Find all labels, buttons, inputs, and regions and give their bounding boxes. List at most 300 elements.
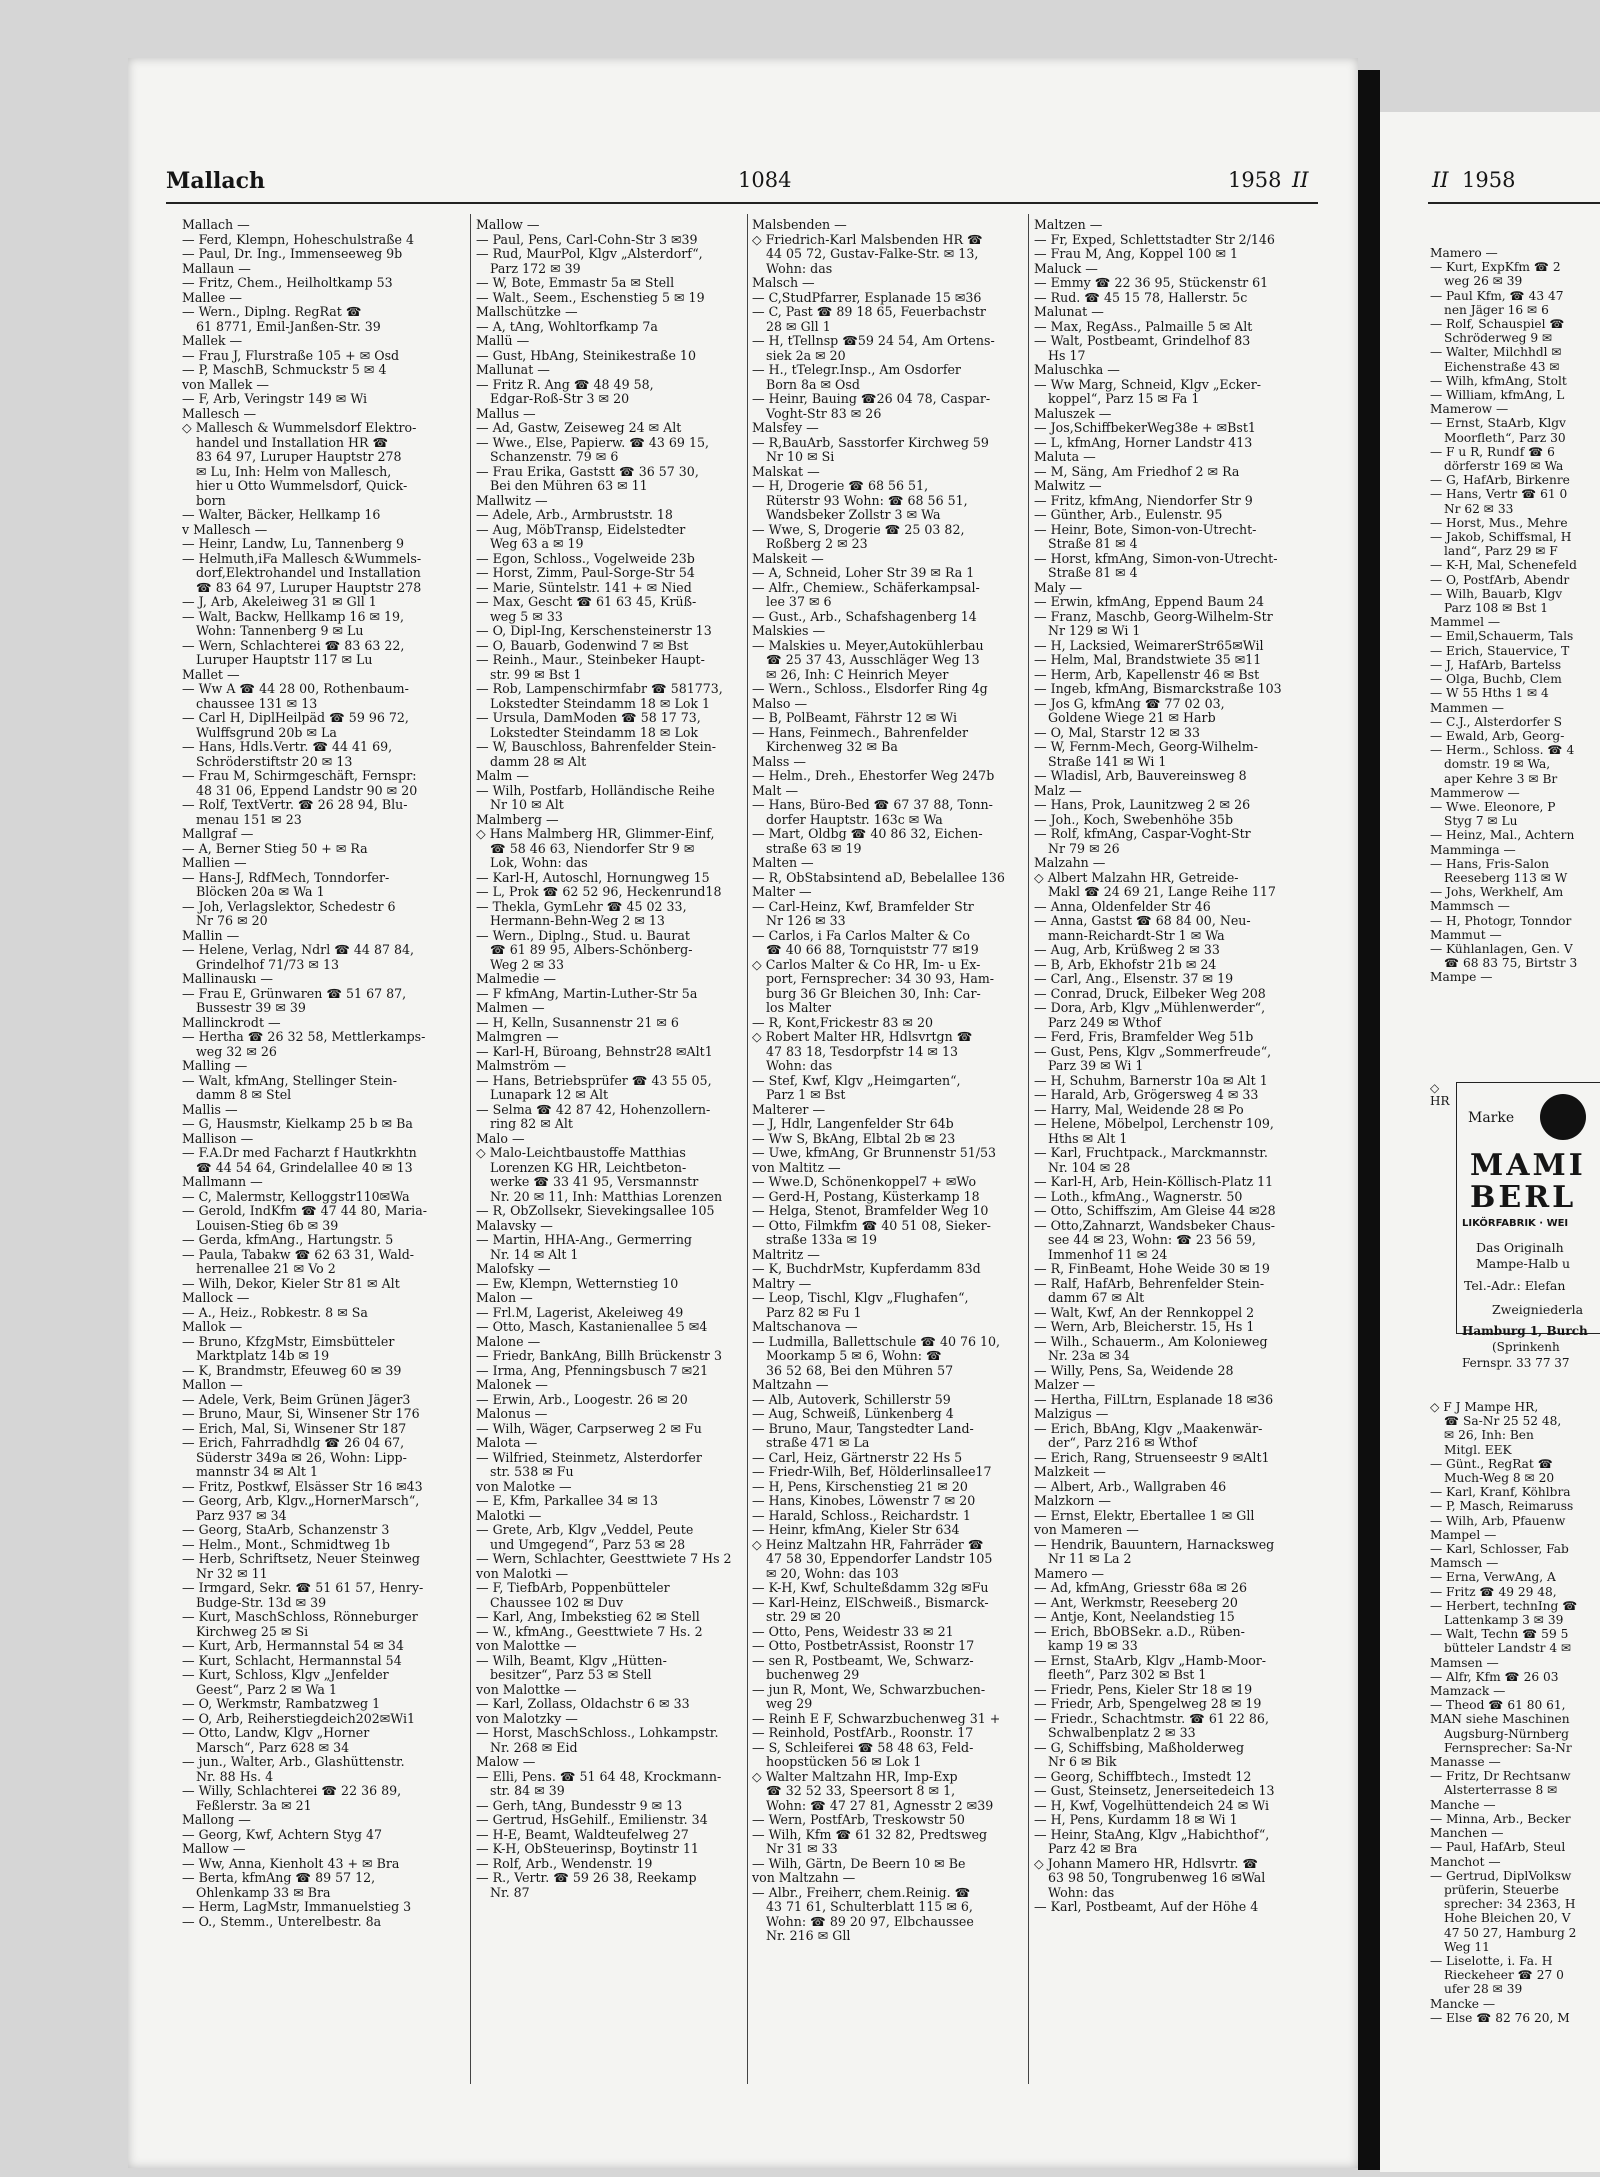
directory-entry: — Walt., Seem., Eschenstieg 5 ✉ 19 — [476, 290, 705, 305]
directory-entry: — K, Brandmstr, Efeuweg 60 ✉ 39 — [182, 1363, 402, 1378]
column-divider — [747, 214, 748, 2084]
directory-entry: — C.J., Alsterdorfer S — [1430, 714, 1563, 729]
directory-entry: — Ww Marg, Schneid, Klgv „Ecker- — [1034, 377, 1262, 392]
directory-entry: — Ww A ☎ 44 28 00, Rothenbaum- — [182, 682, 409, 696]
surname-heading: Mancke — — [1430, 1996, 1496, 2011]
directory-entry: Lunapark 12 ✉ Alt — [490, 1088, 609, 1102]
directory-entry: — Hertha, FilLtrn, Esplanade 18 ✉36 — [1034, 1392, 1274, 1407]
directory-entry: Nr 79 ✉ 26 — [1048, 841, 1120, 856]
directory-entry: — O, PostfArb, Abendr — [1430, 572, 1570, 587]
directory-entry: Goldene Wiege 21 ✉ Harb — [1048, 711, 1216, 725]
directory-entry: — Frau M, Schirmgeschäft, Fernspr: — [182, 769, 417, 783]
directory-entry: — Paul, HafArb, Steul — [1430, 1840, 1566, 1855]
directory-entry: 36 52 68, Bei den Mühren 57 — [766, 1363, 954, 1378]
directory-entry: — Herbert, technIng ☎ — [1430, 1598, 1578, 1613]
directory-entry: — Wern., Diplng., Stud. u. Baurat — [476, 928, 690, 943]
directory-entry: — Rolf, TextVertr. ☎ 26 28 94, Blu- — [182, 798, 408, 812]
directory-entry: Wohn: ☎ 47 27 81, Agnesstr 2 ✉39 — [766, 1798, 994, 1813]
surname-heading: Malss — — [752, 754, 806, 769]
directory-entry: prüferin, Steuerbe — [1444, 1882, 1559, 1897]
surname-heading: Maluszek — — [1034, 406, 1112, 421]
directory-entry: — H, Kelln, Susannenstr 21 ✉ 6 — [476, 1015, 679, 1030]
directory-entry: — Albert, Arb., Wallgraben 46 — [1034, 1479, 1227, 1494]
directory-entry: — Ludmilla, Ballettschule ☎ 40 76 10, — [752, 1334, 1001, 1349]
directory-entry: — Herm., Schloss. ☎ 4 — [1430, 743, 1575, 758]
directory-entry: Weg 11 — [1444, 1939, 1490, 1954]
directory-entry: — F u R, Rundf ☎ 6 — [1430, 444, 1555, 459]
directory-entry: — O, Werkmstr, Rambatzweg 1 — [182, 1697, 381, 1711]
directory-entry: — Walt, Backw, Hellkamp 16 ✉ 19, — [182, 609, 405, 624]
surname-heading: Mallek — — [182, 334, 243, 348]
directory-entry: Edgar-Roß-Str 3 ✉ 20 — [490, 392, 630, 406]
directory-entry: Nr. 14 ✉ Alt 1 — [490, 1247, 579, 1262]
directory-entry: Lokstedter Steindamm 18 ✉ Lok — [490, 725, 699, 740]
directory-entry: — Fritz, Chem., Heilholtkamp 53 — [182, 276, 393, 290]
directory-entry: — Otto, Masch, Kastanienallee 5 ✉4 — [476, 1320, 708, 1334]
surname-heading: von Malottke — — [476, 1682, 577, 1697]
directory-entry: — R, ObZollsekr, Sievekingsallee 105 — [476, 1204, 715, 1218]
directory-entry: — Antje, Kont, Neelandstieg 15 — [1034, 1610, 1235, 1624]
directory-entry: — Stef, Kwf, Klgv „Heimgarten“, — [752, 1073, 961, 1088]
directory-entry: — Wern, Schlachterei ☎ 83 63 22, — [182, 638, 405, 653]
directory-entry: Roßberg 2 ✉ 23 — [766, 537, 868, 551]
directory-entry: Nr. 88 Hs. 4 — [196, 1769, 274, 1784]
directory-entry: ☎ 32 52 33, Speersort 8 ✉ 1, — [766, 1784, 956, 1798]
directory-entry: — Reinhold, PostfArb., Roonstr. 17 — [752, 1726, 974, 1740]
directory-entry: — Hans, Fris-Salon — [1430, 856, 1550, 871]
directory-entry: — Elli, Pens. ☎ 51 64 48, Krockmann- — [476, 1769, 722, 1784]
directory-entry: — Karl, Zollass, Oldachstr 6 ✉ 33 — [476, 1697, 690, 1711]
directory-entry: — Erich, BbOBSekr. a.D., Rüben- — [1034, 1624, 1245, 1639]
directory-entry: — B, PolBeamt, Fährstr 12 ✉ Wi — [752, 711, 958, 725]
directory-entry: straße 63 ✉ 19 — [766, 841, 862, 856]
surname-heading: Malling — — [182, 1059, 248, 1073]
directory-entry: — Hans, Feinmech., Bahrenfelder — [752, 725, 969, 740]
surname-heading: Maltzahn — — [752, 1378, 829, 1392]
directory-entry: — Erna, VerwAng, A — [1430, 1570, 1556, 1585]
directory-entry: ☎ 83 64 97, Luruper Hauptstr 278 — [196, 580, 422, 595]
directory-column-3 — [752, 218, 1024, 1944]
directory-entry: — H, Schuhm, Barnerstr 10a ✉ Alt 1 — [1034, 1073, 1268, 1088]
surname-heading: Mallok — — [182, 1320, 243, 1334]
directory-entry: — Helga, Stenot, Bramfelder Weg 10 — [752, 1204, 989, 1218]
directory-entry: — Erich, BbAng, Klgv „Maakenwär- — [1034, 1421, 1263, 1436]
surname-heading: Mamzack — — [1430, 1684, 1506, 1699]
directory-entry: — Wilh, Wäger, Carpserweg 2 ✉ Fu — [476, 1421, 702, 1436]
advert-tel: Tel.-Adr.: Elefan — [1464, 1278, 1566, 1293]
surname-heading: Mampel — — [1430, 1527, 1497, 1542]
directory-entry: — Anna, Oldenfelder Str 46 — [1034, 899, 1211, 914]
directory-entry: — Albr., Freiherr, chem.Reinig. ☎ — [752, 1885, 971, 1900]
directory-entry: — Leop, Tischl, Klgv „Flughafen“, — [752, 1291, 969, 1305]
directory-entry: — Kurt, Schlacht, Hermannstal 54 — [182, 1653, 402, 1668]
directory-entry: — Carl-Heinz, Kwf, Bramfelder Str — [752, 899, 974, 914]
directory-entry: — F.A.Dr med Facharzt f Hautkrkhtn — [182, 1146, 417, 1160]
directory-entry: — Wwe. Eleonore, P — [1430, 799, 1556, 814]
directory-entry: — G, Hausmstr, Kielkamp 25 b ✉ Ba — [182, 1117, 413, 1131]
surname-heading: Maluta — — [1034, 450, 1096, 464]
directory-entry: — Horst, kfmAng, Simon-von-Utrecht- — [1034, 551, 1278, 566]
surname-heading: Malmen — — [476, 1001, 545, 1015]
directory-entry: Nr. 104 ✉ 28 — [1048, 1160, 1131, 1175]
directory-entry: Luruper Hauptstr 117 ✉ Lu — [196, 653, 373, 667]
directory-column-5 — [1430, 246, 1600, 985]
directory-entry: — H., tTelegr.Insp., Am Osdorfer — [752, 363, 961, 377]
directory-entry: — Hans, Büro-Bed ☎ 67 37 88, Tonn- — [752, 798, 993, 812]
directory-entry: — Adele, Arb., Armbruststr. 18 — [476, 508, 673, 522]
surname-heading: Malonek — — [476, 1378, 548, 1392]
advert-brand-small: Marke — [1468, 1110, 1515, 1126]
directory-entry: Makl ☎ 24 69 21, Lange Reihe 117 — [1048, 885, 1276, 899]
directory-entry: dorfer Hauptstr. 163c ✉ Wa — [766, 812, 943, 827]
directory-entry: — K-H, Mal, Schenefeld — [1430, 558, 1577, 573]
directory-entry: — Karl-H, Arb, Hein-Köllisch-Platz 11 — [1034, 1175, 1274, 1189]
surname-heading: Mallü — — [476, 334, 530, 348]
directory-entry: — Jos G, kfmAng ☎ 77 02 03, — [1034, 696, 1225, 711]
directory-entry: bütteler Landstr 4 ✉ — [1444, 1641, 1572, 1656]
directory-entry: — Walter, Milchhdl ✉ — [1430, 345, 1562, 360]
directory-entry: dorf,Elektrohandel und Installation — [196, 566, 421, 580]
directory-entry: Mitgl. EEK — [1444, 1442, 1512, 1457]
directory-entry: — H, Lacksied, WeimarerStr65✉Wil — [1034, 638, 1264, 653]
directory-entry: — Hans, Hdls.Vertr. ☎ 44 41 69, — [182, 740, 393, 754]
directory-entry: — J, HafArb, Bartelss — [1430, 657, 1562, 672]
surname-heading: Malzahn — — [1034, 856, 1106, 870]
directory-entry: Blöcken 20a ✉ Wa 1 — [196, 885, 325, 899]
surname-heading: Mammel — — [1430, 615, 1501, 630]
directory-entry: Fernsprecher: Sa-Nr — [1444, 1740, 1572, 1755]
surname-heading: Maltzen — — [1034, 218, 1103, 232]
directory-entry: Nr 62 ✉ 33 — [1444, 501, 1514, 516]
surname-heading: Mallinauskı — — [182, 972, 273, 986]
directory-entry: buchenweg 29 — [766, 1668, 860, 1682]
directory-entry: — Rud. ☎ 45 15 78, Hallerstr. 5c — [1034, 290, 1248, 305]
directory-entry: Nr 10 ✉ Alt — [490, 798, 564, 812]
directory-entry: — Horst, Mus., Mehre — [1430, 515, 1568, 530]
directory-entry: Nr. 23a ✉ 34 — [1048, 1349, 1130, 1363]
directory-entry: siek 2a ✉ 20 — [766, 348, 846, 363]
directory-entry: burg 36 Gr Bleichen 30, Inh: Car- — [766, 986, 981, 1001]
directory-entry: — H, tTellnsp ☎59 24 54, Am Ortens- — [752, 334, 995, 348]
directory-entry: weg 29 — [766, 1697, 813, 1711]
directory-entry: ✉ 26, Inh: Ben — [1444, 1428, 1534, 1443]
directory-entry: — Franz, Maschb, Georg-Wilhelm-Str — [1034, 609, 1273, 624]
surname-heading: Mammut — — [1430, 927, 1502, 942]
directory-entry: — O, Mal, Starstr 12 ✉ 33 — [1034, 725, 1200, 740]
directory-entry: — Hans-J, RdfMech, Tonndorfer- — [182, 870, 390, 885]
surname-heading: Malmström — — [476, 1059, 567, 1073]
directory-entry: — Joh., Koch, Swebenhöhe 35b — [1034, 812, 1234, 827]
directory-entry: weg 5 ✉ 33 — [490, 609, 563, 624]
directory-entry: — H, Photogr, Tonndor — [1430, 913, 1572, 928]
directory-entry: chaussee 131 ✉ 13 — [196, 696, 318, 711]
surname-heading: Malter — — [752, 885, 812, 899]
directory-entry: — O., Stemm., Unterelbestr. 8a — [182, 1914, 382, 1929]
directory-entry: 61 8771, Emil-Janßen-Str. 39 — [196, 319, 381, 334]
directory-entry: Budge-Str. 13d ✉ 39 — [196, 1595, 327, 1610]
directory-entry: Voght-Str 83 ✉ 26 — [766, 406, 882, 421]
directory-entry: — Ernst, StaArb, Klgv „Hamb-Moor- — [1034, 1653, 1267, 1668]
directory-entry: Schröderstiftstr 20 ✉ 13 — [196, 754, 353, 769]
directory-entry: — Thekla, GymLehr ☎ 45 02 33, — [476, 899, 687, 914]
directory-entry: — Irmgard, Sekr. ☎ 51 61 57, Henry- — [182, 1581, 424, 1595]
advert-branch-addr: (Sprinkenh — [1492, 1340, 1560, 1354]
directory-entry: sprecher: 34 2363, H — [1444, 1897, 1576, 1912]
directory-entry: — Olga, Buchb, Clem — [1430, 672, 1562, 687]
directory-entry: — K, BuchdrMstr, Kupferdamm 83d — [752, 1262, 981, 1276]
surname-heading: Mallmann — — [182, 1175, 263, 1189]
directory-column-1 — [182, 218, 466, 1929]
directory-entry: — Wern, PostfArb, Treskowstr 50 — [752, 1813, 965, 1827]
directory-entry: — jun R, Mont, We, Schwarzbuchen- — [752, 1682, 986, 1697]
directory-entry: — Jos,SchiffbekerWeg38e + ✉Bst1 — [1034, 421, 1256, 435]
directory-entry: ◇ Heinz Maltzahn HR, Fahrräder ☎ — [752, 1537, 984, 1552]
directory-entry: — Helm., Mont., Schmidtweg 1b — [182, 1537, 390, 1552]
directory-entry: los Malter — [766, 1001, 832, 1015]
directory-entry: und Umgegend“, Parz 53 ✉ 28 — [490, 1537, 686, 1552]
directory-entry: — Ernst, StaArb, Klgv — [1430, 416, 1566, 431]
directory-entry: — Erich, Mal, Si, Winsener Str 187 — [182, 1421, 407, 1436]
directory-entry: — Hans, Vertr ☎ 61 0 — [1430, 487, 1568, 502]
directory-entry: — Kurt, Schloss, Klgv „Jenfelder — [182, 1668, 389, 1682]
part-right: II — [1432, 168, 1449, 192]
surname-heading: Mallock — — [182, 1291, 250, 1305]
surname-heading: von Malottke — — [476, 1639, 577, 1653]
surname-heading: Maluck — — [1034, 261, 1098, 276]
directory-entry: der“, Parz 216 ✉ Wthof — [1048, 1436, 1198, 1450]
directory-entry: — Wilh, Dekor, Kieler Str 81 ✉ Alt — [182, 1276, 400, 1291]
surname-heading: Mallin — — [182, 928, 240, 943]
directory-entry: weg 26 ✉ 39 — [1444, 274, 1523, 289]
surname-heading: Mallinckrodt — — [182, 1015, 281, 1030]
advert-branch: Zweigniederla — [1492, 1302, 1584, 1317]
surname-heading: Mallschützke — — [476, 305, 578, 319]
directory-entry: Feßlerstr. 3a ✉ 21 — [196, 1798, 312, 1813]
directory-entry: Nr 11 ✉ La 2 — [1048, 1552, 1132, 1566]
advert-line-1: Das Originalh — [1476, 1240, 1564, 1255]
surname-heading: Malone — — [476, 1334, 541, 1349]
directory-entry: — A, Schneid, Loher Str 39 ✉ Ra 1 — [752, 566, 975, 580]
directory-entry: Marktplatz 14b ✉ 19 — [196, 1349, 330, 1363]
directory-entry: — Friedr, Arb, Spengelweg 28 ✉ 19 — [1034, 1697, 1262, 1711]
directory-entry: — Bruno, Maur, Tangstedter Land- — [752, 1421, 974, 1436]
directory-entry: 48 31 06, Eppend Landstr 90 ✉ 20 — [196, 783, 418, 798]
directory-entry: — Hans, Kinobes, Löwenstr 7 ✉ 20 — [752, 1494, 976, 1508]
page-number: 1084 — [738, 168, 792, 192]
directory-entry: Nr 31 ✉ 33 — [766, 1842, 838, 1856]
directory-entry: — Wwe.D, Schönenkoppel7 + ✉Wo — [752, 1175, 977, 1189]
directory-entry: — Minna, Arb., Becker — [1430, 1811, 1571, 1826]
surname-heading: von Mameren — — [1034, 1523, 1139, 1537]
directory-entry: Much-Weg 8 ✉ 20 — [1444, 1471, 1555, 1486]
directory-entry: — Helmuth,iFa Mallesch &Wummels- — [182, 551, 422, 566]
year-right: 1958 — [1462, 168, 1516, 192]
directory-entry: — Wilfried, Steinmetz, Alsterdorfer — [476, 1450, 702, 1465]
directory-entry: — Wilh, Kfm ☎ 61 32 82, Predtsweg — [752, 1827, 988, 1842]
directory-entry: damm 28 ✉ Alt — [490, 754, 587, 769]
directory-entry: port, Fernsprecher: 34 30 93, Ham- — [766, 972, 995, 986]
surname-heading: Mallon — — [182, 1378, 243, 1392]
directory-entry: domstr. 19 ✉ Wa, — [1444, 757, 1551, 772]
directory-entry: — Otto, Filmkfm ☎ 40 51 08, Sieker- — [752, 1218, 991, 1233]
surname-heading: Malmedie — — [476, 972, 556, 986]
directory-entry: — Max, RegAss., Palmaille 5 ✉ Alt — [1034, 319, 1253, 334]
advert-phone: Fernspr. 33 77 37 — [1462, 1356, 1570, 1370]
directory-entry: 44 05 72, Gustav-Falke-Str. ✉ 13, — [766, 247, 979, 261]
directory-entry: Schröderweg 9 ✉ — [1444, 331, 1553, 346]
directory-entry: Lokstedter Steindamm 18 ✉ Lok 1 — [490, 696, 711, 711]
surname-heading: Mallgraf — — [182, 827, 254, 841]
directory-entry: — Otto, Pens, Weidestr 33 ✉ 21 — [752, 1624, 954, 1639]
directory-entry: — P, Masch, Reimaruss — [1430, 1499, 1574, 1514]
directory-entry: herrenallee 21 ✉ Vo 2 — [196, 1262, 336, 1276]
surname-heading: Mammen — — [1430, 700, 1504, 715]
directory-entry: — H, Pens, Kurdamm 18 ✉ Wi 1 — [1034, 1813, 1238, 1827]
directory-entry: — Helm., Dreh., Ehestorfer Weg 247b — [752, 769, 995, 783]
running-head-word: Mallach — [166, 168, 265, 194]
directory-entry: — Max, Gescht ☎ 61 63 45, Krüß- — [476, 595, 697, 609]
directory-entry: — Helene, Möbelpol, Lerchenstr 109, — [1034, 1117, 1274, 1131]
directory-entry: ◇ F J Mampe HR, — [1430, 1400, 1539, 1414]
directory-entry: — Harald, Arb, Grögersweg 4 ✉ 33 — [1034, 1088, 1259, 1102]
directory-entry: Hohe Bleichen 20, V — [1444, 1911, 1571, 1926]
directory-entry: — Else ☎ 82 76 20, M — [1430, 2010, 1570, 2025]
directory-entry: — Heinz, Mal., Achtern — [1430, 828, 1575, 843]
directory-entry: Parz 42 ✉ Bra — [1048, 1842, 1138, 1856]
directory-entry: Geest“, Parz 2 ✉ Wa 1 — [196, 1682, 337, 1697]
directory-entry: Nr 6 ✉ Bik — [1048, 1755, 1117, 1769]
directory-entry: — Walter, Bäcker, Hellkamp 16 — [182, 508, 381, 522]
directory-entry: — Karl, Fruchtpack., Marckmannstr. — [1034, 1146, 1268, 1160]
directory-entry: Marsch“, Parz 628 ✉ 34 — [196, 1740, 350, 1755]
directory-entry: Parz 172 ✉ 39 — [490, 261, 581, 276]
directory-entry: ◇ Walter Maltzahn HR, Imp-Exp — [752, 1769, 958, 1784]
surname-heading: Mamero — — [1034, 1566, 1104, 1581]
directory-entry: — Walt, Kwf, An der Rennkoppel 2 — [1034, 1305, 1255, 1320]
surname-heading: Malzkeit — — [1034, 1465, 1106, 1479]
directory-entry: — Wilh, Beamt, Klgv „Hütten- — [476, 1653, 667, 1668]
directory-entry: — Erich, Stauervice, T — [1430, 643, 1570, 658]
directory-entry: — Horst, MaschSchloss., Lohkampstr. — [476, 1726, 719, 1740]
directory-entry: Parz 249 ✉ Wthof — [1048, 1015, 1162, 1030]
directory-entry: — Fr, Exped, Schlettstadter Str 2/146 — [1034, 232, 1275, 247]
surname-heading: Manche — — [1430, 1797, 1496, 1812]
directory-entry: — Otto, Landw, Klgv „Horner — [182, 1726, 370, 1740]
directory-entry: — Emmy ☎ 22 36 95, Stückenstr 61 — [1034, 276, 1269, 290]
surname-heading: Mallong — — [182, 1813, 251, 1827]
directory-entry: Wohn: ☎ 89 20 97, Elbchaussee — [766, 1914, 974, 1929]
directory-entry: Bei den Mühren 63 ✉ 11 — [490, 479, 648, 493]
surname-heading: Malow — — [476, 1755, 536, 1769]
directory-entry: — Herm, Arb, Kapellenstr 46 ✉ Bst — [1034, 667, 1260, 682]
directory-entry: Born 8a ✉ Osd — [766, 377, 860, 392]
directory-entry: — Hans, Betriebsprüfer ☎ 43 55 05, — [476, 1073, 712, 1088]
directory-entry: — Johs, Werkhelf, Am — [1430, 885, 1564, 900]
surname-heading: Malsch — — [752, 276, 815, 290]
directory-entry: — Ww S, BkAng, Elbtal 2b ✉ 23 — [752, 1131, 956, 1146]
directory-entry: MAN siehe Maschinen — [1430, 1712, 1570, 1727]
directory-entry: — G, HafArb, Birkenre — [1430, 473, 1570, 488]
surname-heading: Malmgren — — [476, 1030, 559, 1044]
surname-heading: Mallach — — [182, 218, 250, 232]
directory-entry: — Irma, Ang, Pfenningsbusch 7 ✉21 — [476, 1363, 709, 1378]
directory-entry: Kirchweg 25 ✉ Si — [196, 1624, 309, 1639]
directory-entry: — Kurt, ExpKfm ☎ 2 — [1430, 260, 1561, 275]
directory-entry: — Ad, Gastw, Zeiseweg 24 ✉ Alt — [476, 421, 682, 435]
directory-entry: — Martin, HHA-Ang., Germerring — [476, 1233, 692, 1247]
directory-entry: Lorenzen KG HR, Leichtbeton- — [490, 1160, 687, 1175]
surname-heading: Maly — — [1034, 580, 1083, 595]
directory-entry: — Frl.M, Lagerist, Akeleiweg 49 — [476, 1305, 684, 1320]
directory-entry: Ohlenkamp 33 ✉ Bra — [196, 1885, 331, 1900]
surname-heading: Malterer — — [752, 1102, 826, 1117]
directory-entry: — Gertrud, DiplVolksw — [1430, 1868, 1572, 1883]
directory-entry: — Ww, Anna, Kienholt 43 + ✉ Bra — [182, 1856, 400, 1871]
advert-brand-big: MAMI — [1470, 1148, 1586, 1183]
directory-entry: — H-E, Beamt, Waldteufelweg 27 — [476, 1827, 689, 1842]
directory-entry: — Georg, Schiffbtech., Imstedt 12 — [1034, 1769, 1252, 1784]
surname-heading: Malotki — — [476, 1508, 542, 1523]
directory-entry: Straße 81 ✉ 4 — [1048, 537, 1138, 551]
surname-heading: Mamerow — — [1430, 402, 1509, 417]
directory-entry: Augsburg-Nürnberg — [1444, 1726, 1569, 1741]
directory-entry: — Carl, Ang., Elsenstr. 37 ✉ 19 — [1034, 972, 1234, 986]
directory-entry: — Paula, Tabakw ☎ 62 63 31, Wald- — [182, 1247, 415, 1262]
directory-entry: — Rud, MaurPol, Klgv „Alsterdorf“, — [476, 247, 703, 261]
directory-entry: — Alb, Autoverk, Schillerstr 59 — [752, 1392, 951, 1407]
directory-entry: — Wilh, kfmAng, Stolt — [1430, 373, 1567, 388]
surname-heading: v Mallesch — — [182, 522, 268, 537]
advert-branch-city: Hamburg 1, Burch — [1462, 1324, 1588, 1338]
surname-heading: Malota — — [476, 1436, 538, 1450]
directory-entry: Süderstr 349a ✉ 26, Wohn: Lipp- — [196, 1450, 407, 1465]
surname-heading: Malzkorn — — [1034, 1494, 1112, 1508]
directory-entry: — Berta, kfmAng ☎ 89 57 12, — [182, 1871, 376, 1885]
directory-entry: — Friedr-Wilh, Bef, Hölderlinsallee17 — [752, 1465, 992, 1479]
directory-entry: ◇ Robert Malter HR, Hdlsvrtgn ☎ — [752, 1030, 973, 1044]
surname-heading: Mampe — — [1430, 970, 1493, 985]
directory-entry: — Karl-H, Autoschl, Hornungweg 15 — [476, 870, 710, 885]
directory-entry: — Walt, Postbeamt, Grindelhof 83 — [1034, 334, 1251, 348]
directory-entry: — O, Bauarb, Godenwind 7 ✉ Bst — [476, 638, 689, 653]
directory-entry: — Rolf, Schauspiel ☎ — [1430, 317, 1565, 332]
surname-heading: von Mallek — — [182, 377, 269, 392]
directory-entry: — F kfmAng, Martin-Luther-Str 5a — [476, 986, 698, 1001]
surname-heading: Malten — — [752, 856, 814, 870]
surname-heading: Mallow — — [182, 1842, 246, 1856]
directory-entry: Immenhof 11 ✉ 24 — [1048, 1247, 1168, 1262]
directory-entry: — Friedr., Schachtmstr. ☎ 61 22 86, — [1034, 1711, 1269, 1726]
surname-heading: Mallow — — [476, 218, 540, 232]
directory-entry: Hths ✉ Alt 1 — [1048, 1131, 1128, 1146]
directory-entry: Louisen-Stieg 6b ✉ 39 — [196, 1218, 339, 1233]
directory-entry: Parz 1 ✉ Bst — [766, 1088, 846, 1102]
directory-entry: — Ad, kfmAng, Griesstr 68a ✉ 26 — [1034, 1581, 1247, 1595]
directory-entry: menau 151 ✉ 23 — [196, 812, 302, 827]
directory-entry: — Gerda, kfmAng., Hartungstr. 5 — [182, 1233, 394, 1247]
surname-heading: Mallison — — [182, 1131, 254, 1146]
directory-entry: ☎ 58 46 63, Niendorfer Str 9 ✉ — [490, 841, 695, 856]
directory-entry: werke ☎ 33 41 95, Versmannstr — [490, 1175, 699, 1189]
directory-entry: — C,StudPfarrer, Esplanade 15 ✉36 — [752, 290, 982, 305]
surname-heading: Malzigus — — [1034, 1407, 1109, 1421]
directory-entry: Wohn: das — [766, 1059, 833, 1073]
surname-heading: Malon — — [476, 1291, 533, 1305]
directory-entry: — Loth., kfmAng., Wagnerstr. 50 — [1034, 1189, 1243, 1204]
directory-entry: — Wilh, Postfarb, Holländische Reihe — [476, 783, 715, 798]
directory-entry: — Reinh., Maur., Steinbeker Haupt- — [476, 653, 705, 667]
directory-entry: — Adele, Verk, Beim Grünen Jäger3 — [182, 1392, 411, 1407]
